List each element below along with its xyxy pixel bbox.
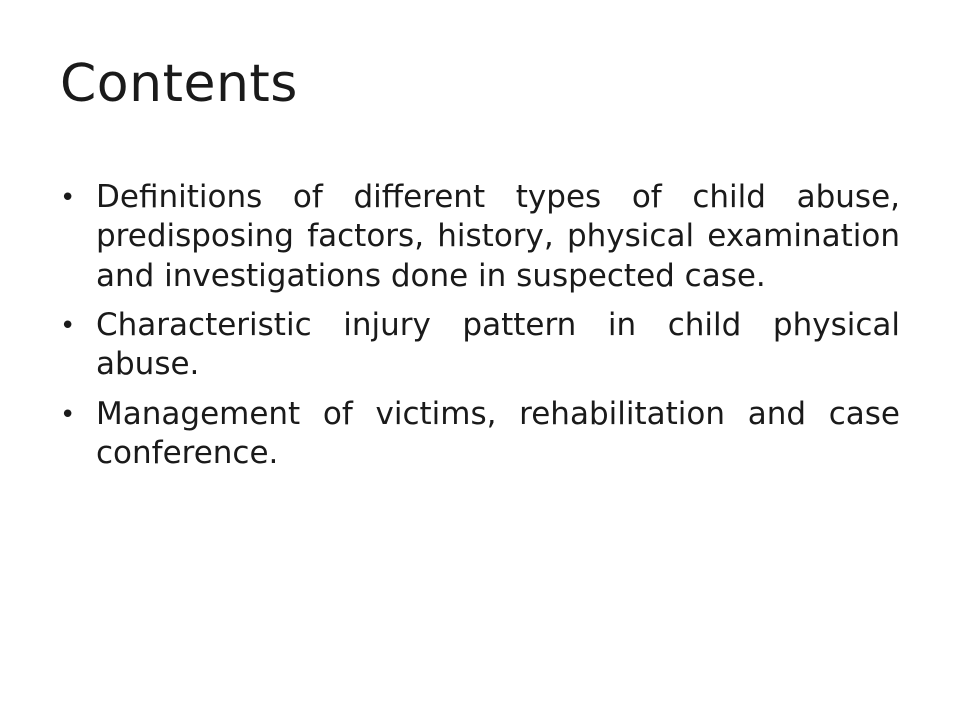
bullet-item-injury-pattern bbox=[60, 306, 900, 385]
bullet-list bbox=[60, 178, 900, 484]
slide-title: Contents bbox=[60, 54, 298, 114]
bullet-dot-icon: • bbox=[60, 399, 76, 430]
bullet-dot-icon: • bbox=[60, 183, 76, 213]
bullet-text: Definitions of different types of child abuse, predisposing factors, history, physical examination and investigations done in suspected case. bbox=[96, 179, 900, 294]
bullet-dot-icon: • bbox=[60, 311, 76, 342]
bullet-item-management bbox=[60, 395, 900, 474]
bullet-text: Characteristic injury pattern in child physical abuse. bbox=[96, 307, 900, 383]
bullet-item-definitions bbox=[60, 178, 900, 296]
bullet-text: Management of victims, rehabilitation and case conference. bbox=[96, 395, 900, 472]
